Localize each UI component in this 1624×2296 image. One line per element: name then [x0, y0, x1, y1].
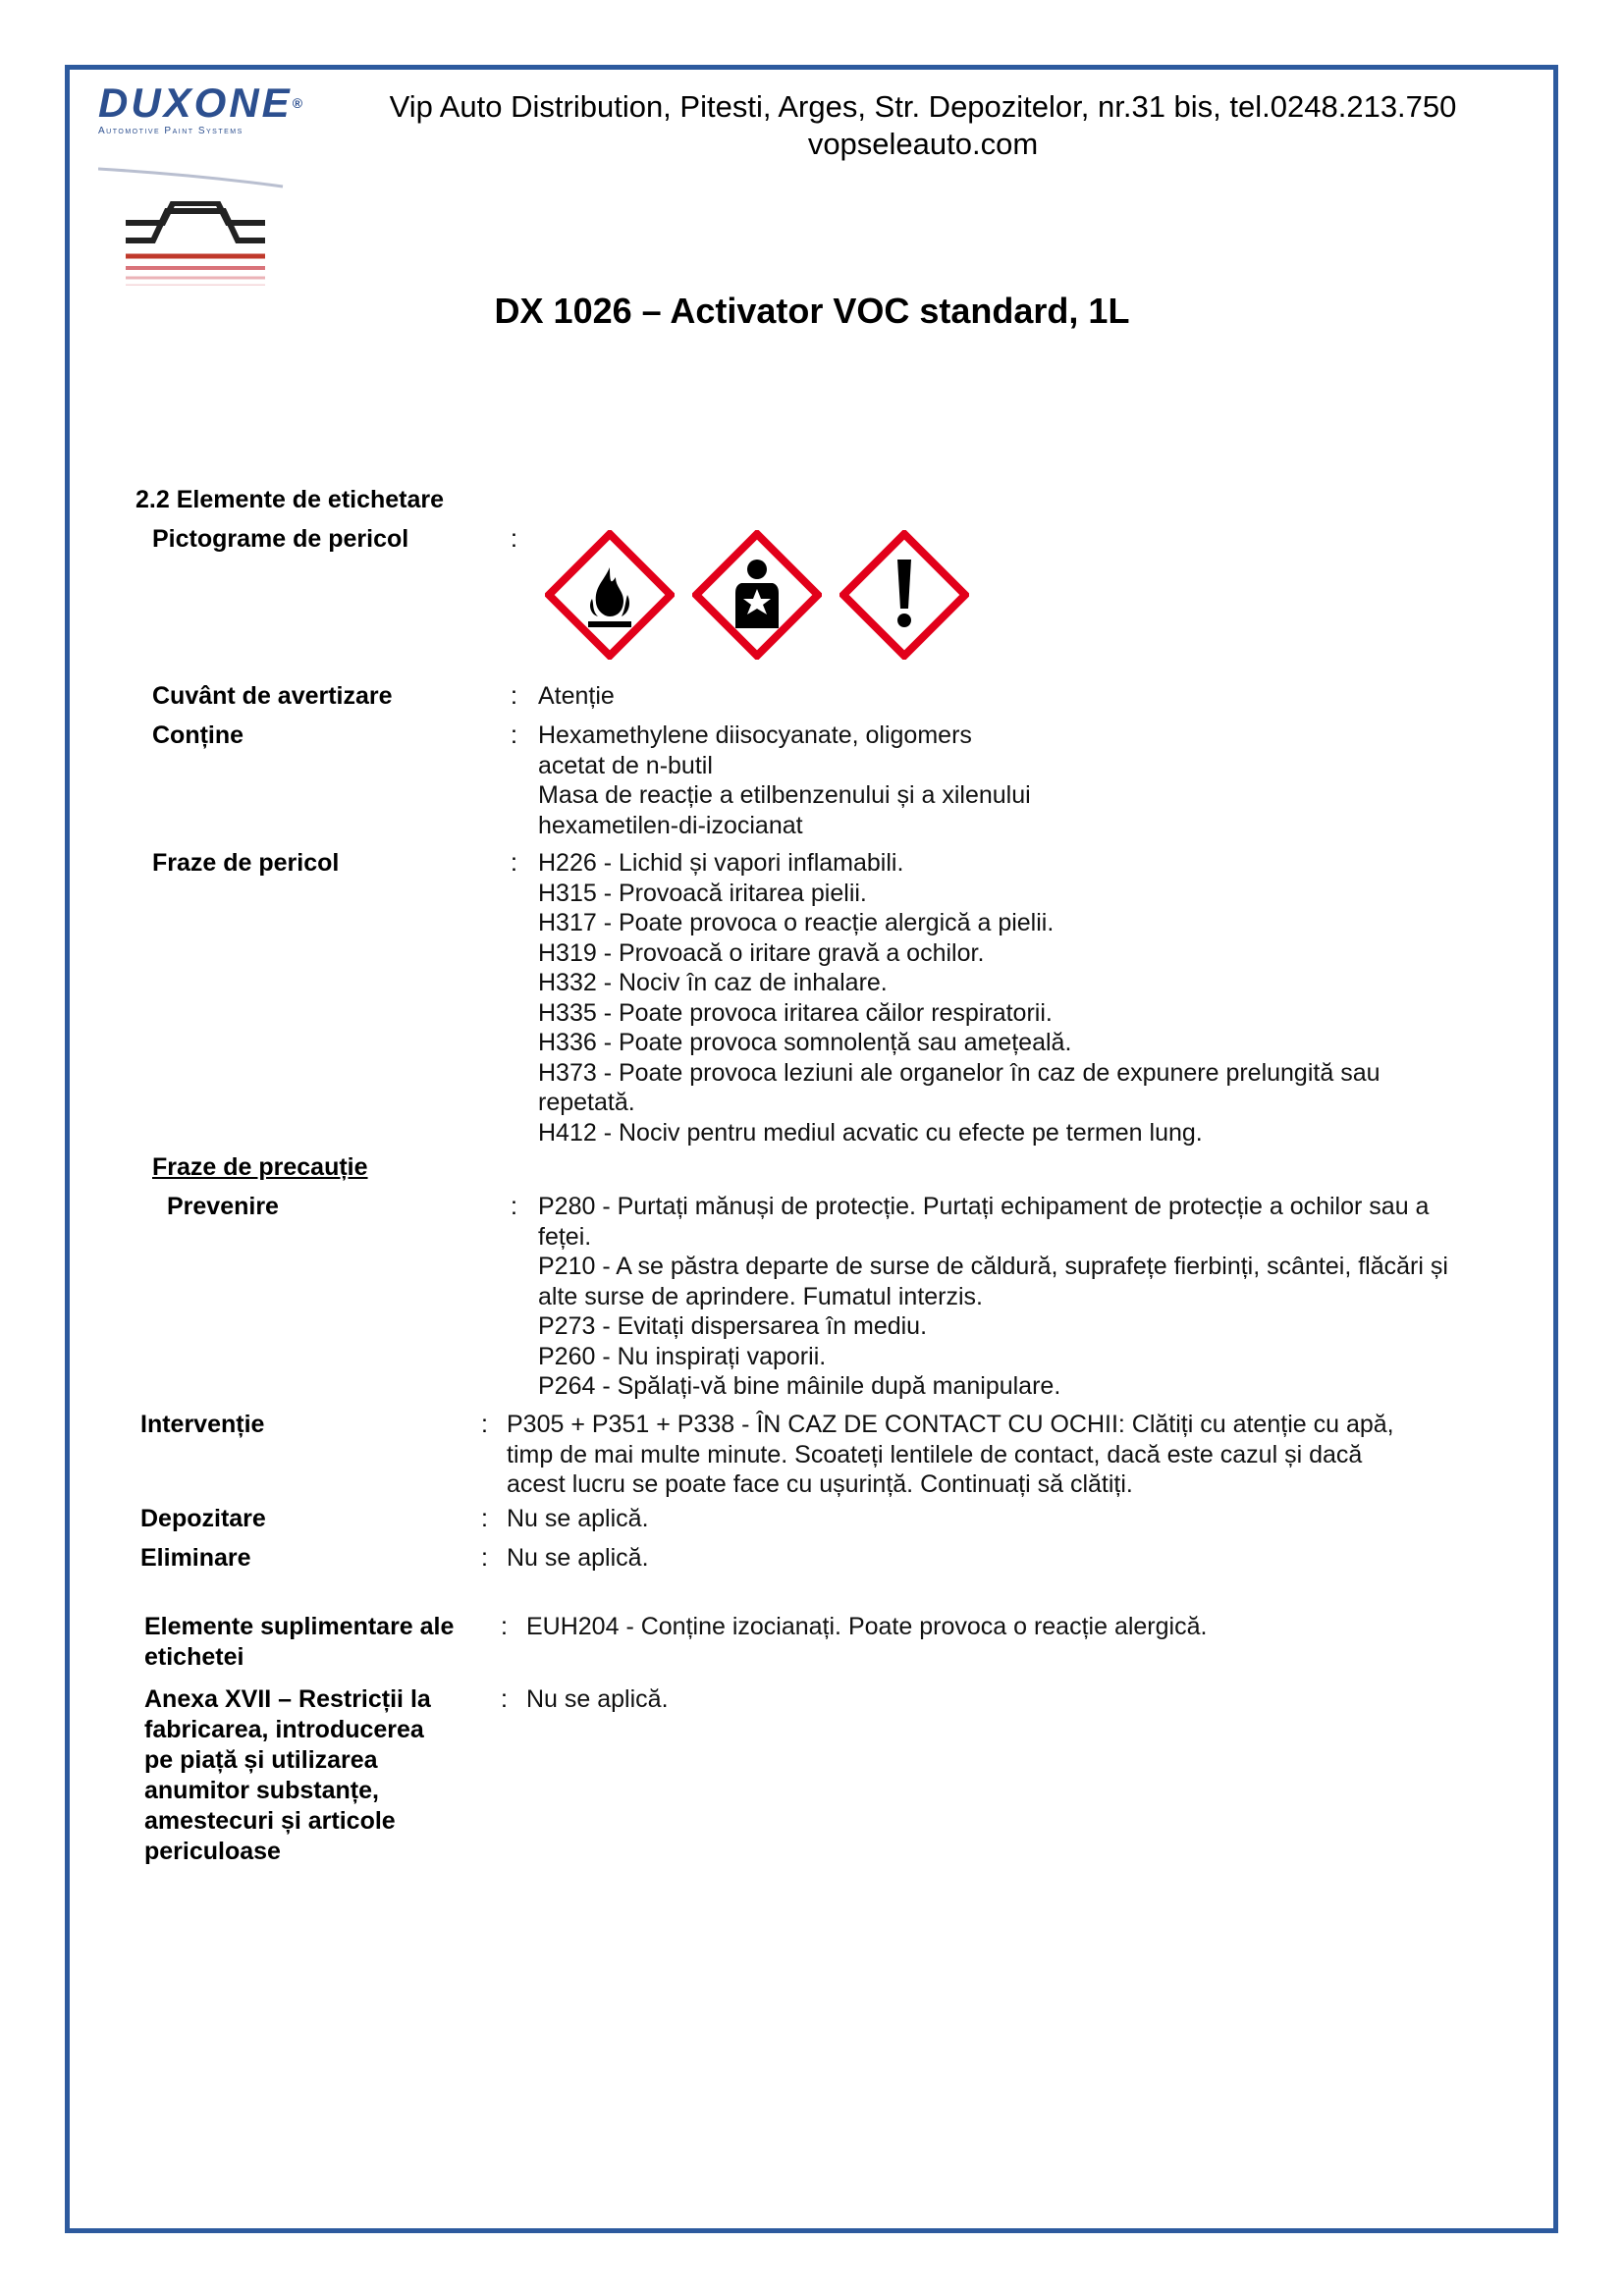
annex-label-line: Anexa XVII – Restricții la [144, 1685, 431, 1713]
annex-label-line: periculoase [144, 1838, 281, 1865]
prevention-item: P280 - Purtați mănuși de protecție. Purtați echipament de protecție a ochilor sau a [538, 1193, 1430, 1220]
supplementary-label-line: etichetei [144, 1643, 244, 1671]
logo-text: DUXONE [98, 80, 293, 126]
precaution-label: Fraze de precauție [152, 1153, 368, 1181]
colon: : [481, 1411, 488, 1438]
prevention-item: P260 - Nu inspirați vaporii. [538, 1342, 827, 1370]
storage-label: Depozitare [140, 1505, 266, 1532]
colon: : [511, 682, 517, 710]
document-title: DX 1026 – Activator VOC standard, 1L [494, 291, 1130, 331]
annex-value: Nu se aplică. [526, 1685, 669, 1713]
prevention-item: P210 - A se păstra departe de surse de căldură, suprafețe fierbinți, scântei, flăcări și [538, 1253, 1448, 1280]
prevention-item: alte surse de aprindere. Fumatul interzis. [538, 1282, 983, 1310]
contains-label: Conține [152, 721, 244, 749]
disposal-label: Eliminare [140, 1544, 251, 1572]
health-hazard-icon [692, 530, 822, 660]
colon: : [481, 1544, 488, 1572]
colon: : [481, 1505, 488, 1532]
prevention-label: Prevenire [167, 1193, 279, 1220]
intervention-label: Intervenție [140, 1411, 265, 1438]
prevention-list [538, 1192, 1448, 1402]
annex-label-line: amestecuri și articole [144, 1807, 396, 1835]
company-info [314, 88, 1532, 163]
contains-list [538, 721, 1031, 840]
hazard-label: Fraze de pericol [152, 849, 340, 877]
supplementary-value: EUH204 - Conține izocianați. Poate provoca o reacție alergică. [526, 1613, 1208, 1640]
annex-label-line: anumitor substanțe, [144, 1777, 379, 1804]
storage-value: Nu se aplică. [507, 1505, 649, 1532]
section-heading: 2.2 Elemente de etichetare [135, 486, 445, 513]
hazard-item: H373 - Poate provoca leziuni ale organelor în caz de expunere prelungită sau [538, 1058, 1380, 1087]
prevention-item: P264 - Spălați-vă bine mâinile după manipulare. [538, 1372, 1061, 1400]
hazard-item: H336 - Poate provoca somnolență sau amețeală. [538, 1029, 1072, 1056]
exclamation-mark-icon [839, 530, 969, 660]
signal-word-label: Cuvânt de avertizare [152, 682, 393, 710]
page-frame [65, 65, 1558, 2233]
contains-item: acetat de n-butil [538, 751, 713, 779]
intervention-item: timp de mai multe minute. Scoateți lentilele de contact, dacă este cazul și dacă [507, 1440, 1363, 1468]
logo-swoosh-icon [98, 167, 285, 188]
colon: : [511, 1193, 517, 1220]
hazard-item: H332 - Nociv în caz de inhalare. [538, 969, 888, 996]
hazard-item: H335 - Poate provoca iritarea căilor respiratorii. [538, 998, 1053, 1027]
contains-item: hexametilen-di-izocianat [538, 811, 803, 839]
hazard-item: H317 - Poate provoca o reacție alergică a pielii. [538, 909, 1055, 936]
company-website: vopseleauto.com [807, 127, 1039, 161]
colon: : [511, 721, 517, 749]
intervention-list [507, 1410, 1394, 1500]
hazard-item: H319 - Provoacă o iritare gravă a ochilor. [538, 938, 985, 967]
intervention-item: P305 + P351 + P338 - ÎN CAZ DE CONTACT CU OCHII: Clătiți cu atenție cu apă, [507, 1411, 1394, 1438]
hazard-item: H412 - Nociv pentru mediul acvatic cu efecte pe termen lung. [538, 1118, 1203, 1147]
disposal-value: Nu se aplică. [507, 1544, 649, 1572]
emblem-icon [124, 201, 267, 286]
hazard-item: H226 - Lichid și vapori inflamabili. [538, 849, 904, 877]
annex-label-line: fabricarea, introducerea [144, 1716, 424, 1743]
logo-subtitle: Automotive Paint Systems [98, 126, 244, 136]
signal-word: Atenție [538, 682, 615, 710]
colon: : [511, 849, 517, 877]
colon: : [501, 1613, 508, 1640]
contains-item: Masa de reacție a etilbenzenului și a xilenului [538, 781, 1031, 809]
annex-label-line: pe piață și utilizarea [144, 1746, 378, 1774]
contains-item: Hexamethylene diisocyanate, oligomers [538, 721, 972, 749]
company-address: Vip Auto Distribution, Pitesti, Arges, Str. Depozitelor, nr.31 bis, tel.0248.213.750 [389, 89, 1457, 124]
hazard-item: repetată. [538, 1089, 635, 1116]
prevention-item: P273 - Evitați dispersarea în mediu. [538, 1312, 928, 1340]
pictograms-label: Pictograme de pericol [152, 525, 409, 553]
duxone-logo [98, 82, 305, 136]
annex-label [144, 1684, 431, 1867]
flame-icon [545, 530, 675, 660]
colon: : [511, 525, 517, 553]
hazard-list [538, 848, 1380, 1148]
supplementary-label [144, 1612, 454, 1673]
intervention-item: acest lucru se poate face cu ușurință. Continuați să clătiți. [507, 1470, 1133, 1498]
supplementary-label-line: Elemente suplimentare ale [144, 1613, 455, 1640]
logo-registered-mark: ® [292, 95, 306, 111]
prevention-item: feței. [538, 1222, 592, 1251]
hazard-item: H315 - Provoacă iritarea pielii. [538, 879, 867, 907]
colon: : [501, 1685, 508, 1713]
